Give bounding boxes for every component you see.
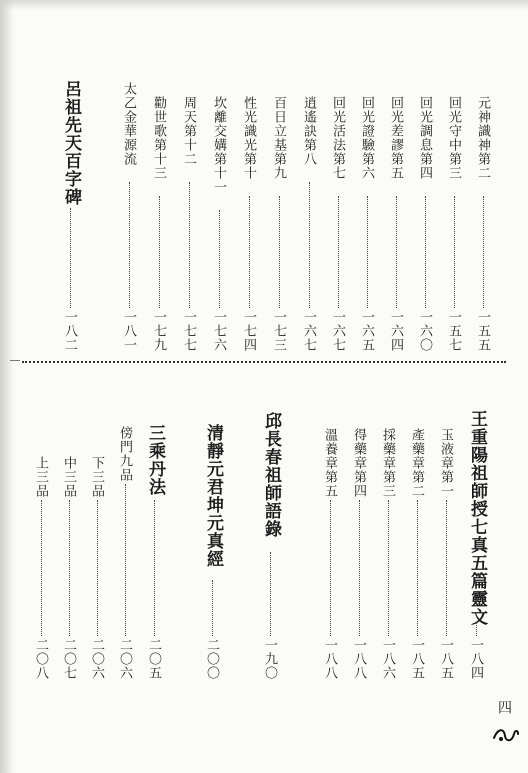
- toc-entry-page: 一八二: [62, 310, 77, 352]
- page-shadow-top: [0, 0, 528, 10]
- toc-entry-page: 一六〇: [417, 310, 432, 352]
- decorative-flourish-icon: [492, 724, 520, 746]
- toc-entry-title[interactable]: 回光差謬第五: [388, 96, 403, 180]
- dot-leader: [388, 500, 389, 636]
- toc-entry-title[interactable]: 性光識光第十: [241, 96, 256, 180]
- toc-entry-page: 二〇〇: [204, 638, 219, 680]
- toc-entry-page: 一六四: [388, 310, 403, 352]
- dot-leader: [446, 500, 447, 636]
- dot-leader: [367, 196, 368, 308]
- dot-leader: [483, 196, 484, 308]
- dot-leader: [159, 196, 160, 308]
- toc-section-heading[interactable]: 三乘丹法: [145, 424, 165, 496]
- toc-entry-title[interactable]: 坎離交媾第十一: [211, 96, 226, 194]
- toc-entry-title[interactable]: 溫養章第五: [322, 428, 337, 498]
- toc-entry-page: 一八五: [409, 638, 424, 680]
- page-number: 四: [496, 700, 512, 714]
- toc-entry-page: 一八四: [468, 638, 483, 680]
- dot-leader: [212, 580, 213, 636]
- toc-entry-title[interactable]: 百日立基第九: [271, 96, 286, 180]
- toc-entry-page: 二〇八: [33, 638, 48, 680]
- toc-entry-page: 二〇五: [146, 638, 161, 680]
- dot-leader: [454, 196, 455, 308]
- toc-entry-page: 一八一: [121, 310, 136, 352]
- dot-leader: [189, 182, 190, 308]
- toc-entry-page: 一七七: [181, 310, 196, 352]
- toc-entry-page: 一七三: [271, 310, 286, 352]
- page-shadow-left: [0, 0, 14, 773]
- section-divider: [22, 361, 506, 363]
- toc-entry-page: 一八五: [438, 638, 453, 680]
- dot-leader: [279, 196, 280, 308]
- toc-entry-title[interactable]: 得藥章第四: [351, 428, 366, 498]
- toc-entry-page: 二〇六: [117, 638, 132, 680]
- dot-leader: [359, 500, 360, 636]
- toc-section-heading[interactable]: 呂祖先天百字碑: [61, 80, 81, 206]
- toc-section-heading[interactable]: 清靜元君坤元真經: [203, 424, 223, 568]
- toc-entry-title[interactable]: 傍門九品: [117, 426, 132, 482]
- toc-section-heading[interactable]: 邱長春祖師語錄: [261, 412, 281, 538]
- toc-entry-page: 二〇七: [61, 638, 76, 680]
- toc-entry-page: 一五七: [446, 310, 461, 352]
- dot-leader: [129, 182, 130, 308]
- toc-entry-title[interactable]: 下三品: [89, 456, 104, 498]
- dot-leader: [154, 500, 155, 636]
- toc-entry-page: 一六七: [301, 310, 316, 352]
- dot-leader: [70, 208, 71, 308]
- toc-entry-title[interactable]: 太乙金華源流: [121, 82, 136, 166]
- toc-entry-title[interactable]: 玉液章第一: [438, 428, 453, 498]
- dot-leader: [219, 210, 220, 308]
- toc-entry-title[interactable]: 回光調息第四: [417, 96, 432, 180]
- toc-entry-page: 一八六: [380, 638, 395, 680]
- dot-leader: [330, 500, 331, 636]
- toc-entry-page: 一七四: [241, 310, 256, 352]
- toc-entry-page: 一五五: [475, 310, 490, 352]
- dot-leader: [270, 552, 271, 636]
- dot-leader: [125, 484, 126, 636]
- toc-entry-page: 二〇六: [89, 638, 104, 680]
- toc-section-heading[interactable]: 王重陽祖師授七真五篇靈文: [467, 410, 487, 626]
- dot-leader: [69, 500, 70, 636]
- dot-leader: [97, 500, 98, 636]
- toc-entry-page: 一九〇: [262, 638, 277, 680]
- toc-entry-title[interactable]: 逍遙訣第八: [301, 96, 316, 166]
- toc-entry-title[interactable]: 元神識神第二: [475, 96, 490, 180]
- toc-entry-page: 一六七: [330, 310, 345, 352]
- toc-entry-title[interactable]: 回光證驗第六: [359, 96, 374, 180]
- toc-entry-page: 一七六: [211, 310, 226, 352]
- dot-leader: [249, 196, 250, 308]
- dot-leader: [476, 622, 477, 636]
- toc-entry-title[interactable]: 回光活法第七: [330, 96, 345, 180]
- dot-leader: [396, 196, 397, 308]
- toc-entry-title[interactable]: 周天第十二: [181, 96, 196, 166]
- toc-entry-page: 一八八: [322, 638, 337, 680]
- toc-entry-title[interactable]: 回光守中第三: [446, 96, 461, 180]
- dot-leader: [41, 500, 42, 636]
- toc-entry-title[interactable]: 上三品: [33, 456, 48, 498]
- toc-entry-title[interactable]: 中三品: [61, 456, 76, 498]
- toc-entry-page: 一七九: [151, 310, 166, 352]
- dot-leader: [338, 196, 339, 308]
- toc-entry-page: 一八八: [351, 638, 366, 680]
- margin-mark: [10, 360, 20, 367]
- toc-entry-title[interactable]: 勸世歌第十三: [151, 96, 166, 180]
- toc-entry-page: 一六五: [359, 310, 374, 352]
- toc-entry-title[interactable]: 採藥章第三: [380, 428, 395, 498]
- dot-leader: [425, 196, 426, 308]
- dot-leader: [417, 500, 418, 636]
- dot-leader: [309, 182, 310, 308]
- toc-entry-title[interactable]: 產藥章第二: [409, 428, 424, 498]
